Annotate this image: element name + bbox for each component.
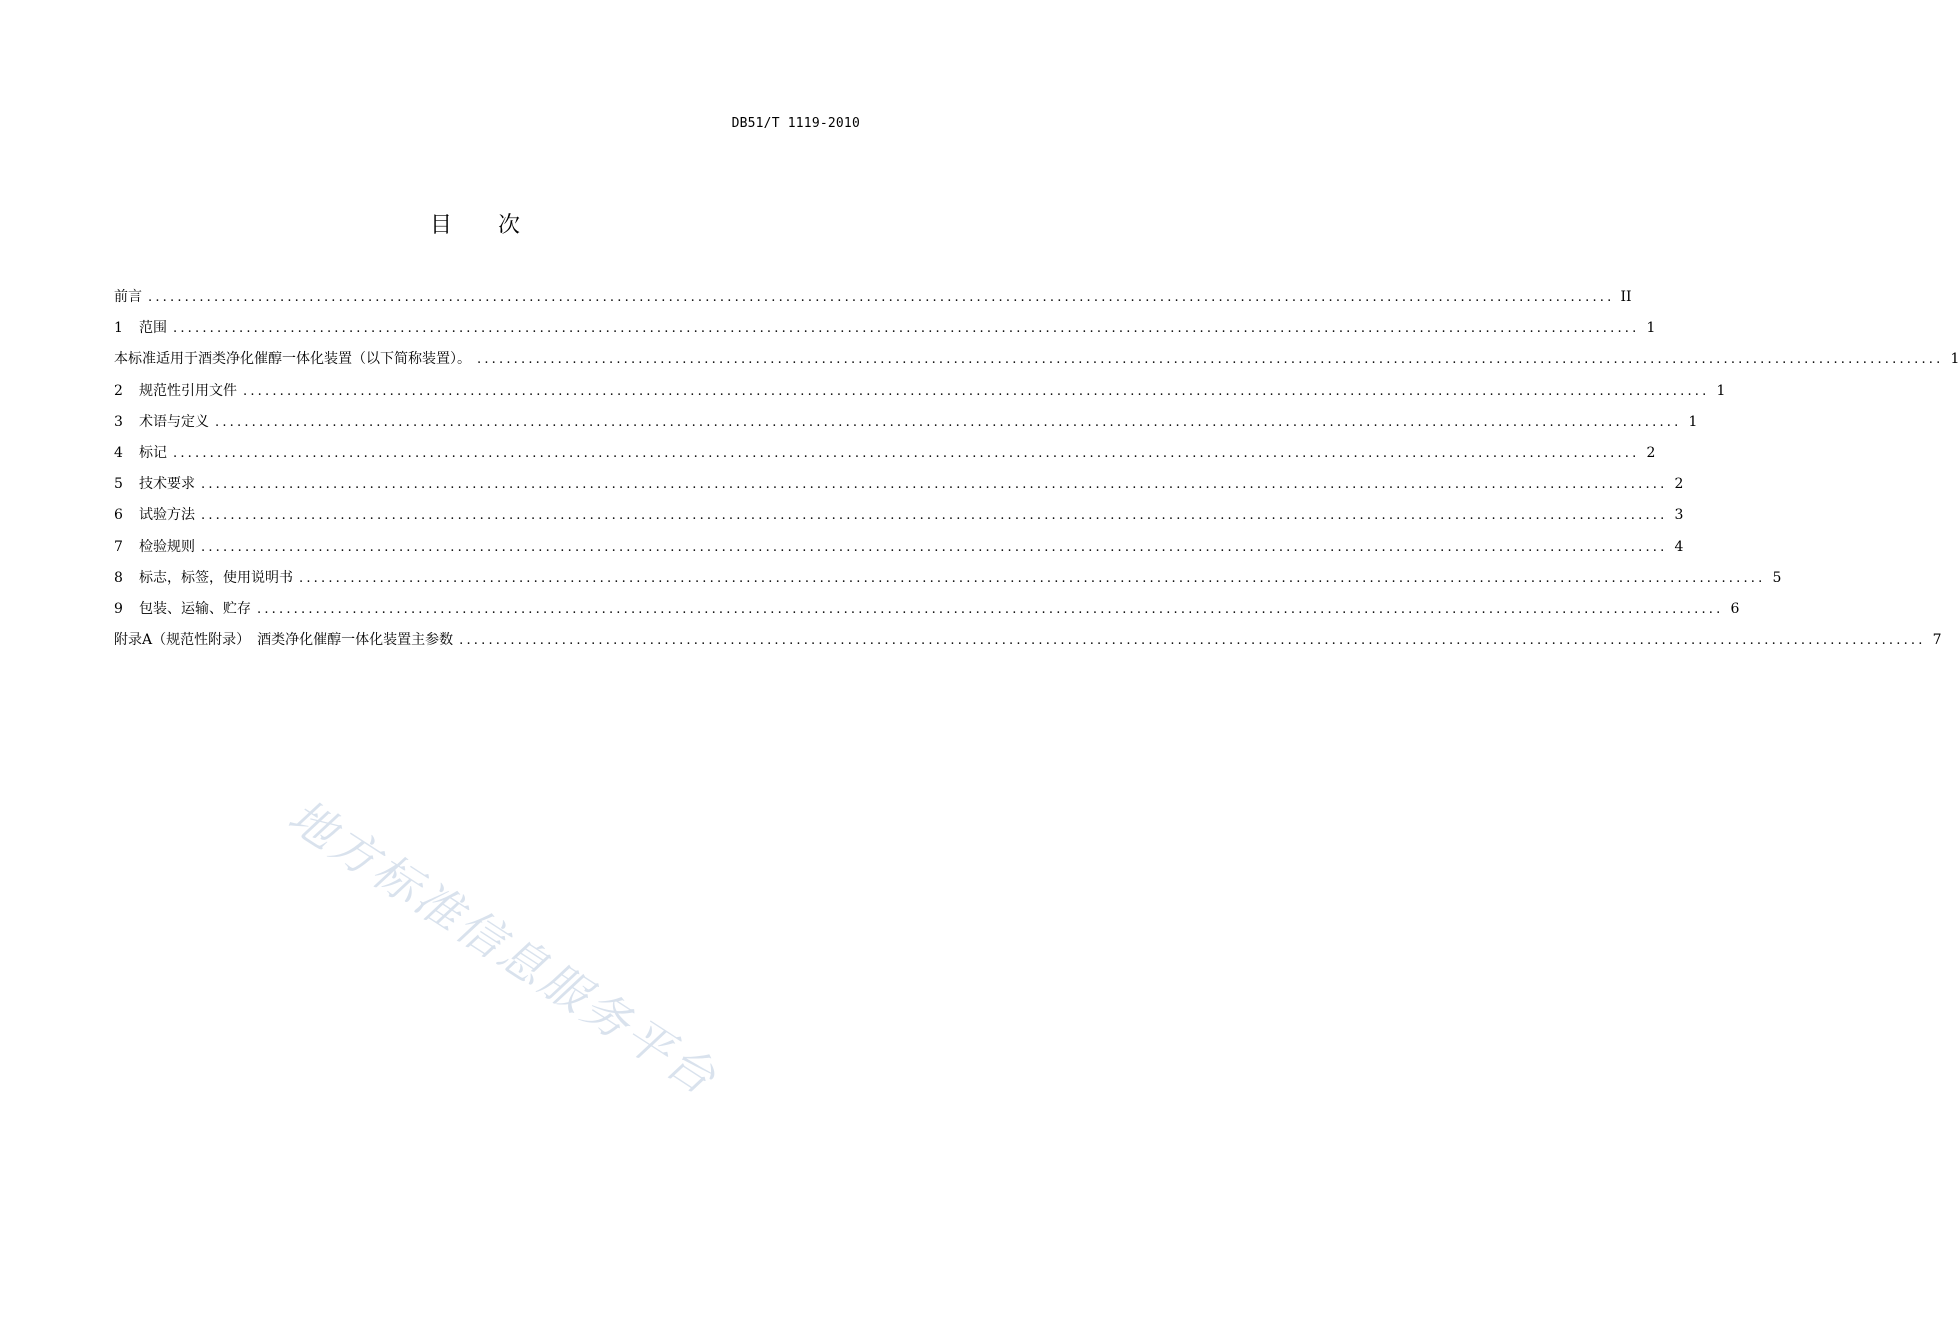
toc-dot-leader: ........................................................................................................................................................................................................ [215, 414, 1682, 430]
page-title-char-2: 次 [498, 213, 521, 238]
toc-entry-number: 6 [114, 507, 123, 524]
document-code: DB51/T 1119-2010 [731, 116, 860, 131]
toc-entry-label [114, 313, 167, 344]
toc-entry-page: 2 [1646, 444, 1656, 461]
toc-entry-label [114, 594, 251, 625]
toc-entry-label [114, 344, 471, 375]
toc-dot-leader: ........................................................................................................................................................................................................ [173, 445, 1640, 461]
toc-dot-leader: ........................................................................................................................................................................................................ [201, 508, 1668, 524]
toc-entry-label [114, 376, 237, 407]
toc-entry-number: 3 [114, 413, 123, 430]
toc-dot-leader: ........................................................................................................................................................................................................ [257, 601, 1724, 617]
toc-dot-leader: ........................................................................................................................................................................................................ [299, 570, 1766, 586]
toc-dot-leader: ........................................................................................................................................................................................................ [459, 633, 1926, 649]
toc-entry[interactable] [114, 469, 1684, 500]
toc-dot-leader: ........................................................................................................................................................................................................ [148, 290, 1615, 305]
toc-entry-label [114, 469, 195, 500]
toc-entry-page: 1 [1688, 413, 1698, 430]
toc-entry-label [114, 625, 453, 656]
toc-entry-page: 1 [1646, 320, 1656, 337]
toc-entry-number: 1 [114, 320, 123, 337]
toc-dot-leader: ........................................................................................................................................................................................................ [201, 477, 1668, 493]
toc-entry-label [114, 532, 195, 563]
toc-entry-text: 检验规则 [139, 538, 195, 555]
toc-entry-label [114, 438, 167, 469]
toc-entry-label [114, 407, 209, 438]
toc-entry-label [114, 500, 195, 531]
toc-entry-page: 1 [1950, 351, 1959, 368]
toc-entry-text: 标记 [139, 444, 167, 461]
table-of-contents [114, 282, 1959, 656]
toc-entry[interactable] [114, 344, 1959, 375]
toc-entry[interactable] [114, 407, 1698, 438]
toc-dot-leader: ........................................................................................................................................................................................................ [243, 383, 1710, 399]
toc-entry-page: 6 [1730, 600, 1740, 617]
toc-dot-leader: ........................................................................................................................................................................................................ [173, 321, 1640, 337]
toc-entry[interactable] [114, 625, 1942, 656]
page-title [0, 208, 950, 239]
toc-entry-number: 4 [114, 444, 123, 461]
toc-entry[interactable] [114, 500, 1684, 531]
toc-entry-label [114, 282, 142, 313]
toc-entry[interactable] [114, 313, 1656, 344]
toc-entry-page: II [1620, 289, 1632, 305]
toc-entry-text: 范围 [139, 320, 167, 337]
page-title-char-1: 目 [429, 213, 452, 238]
toc-entry-text: 术语与定义 [139, 413, 209, 430]
toc-dot-leader: ........................................................................................................................................................................................................ [477, 352, 1944, 368]
toc-entry-label [114, 563, 293, 594]
toc-entry-page: 5 [1772, 569, 1782, 586]
watermark: 地方标准信息服务平台 [278, 788, 728, 1107]
toc-entry-page: 1 [1716, 382, 1726, 399]
toc-entry[interactable] [114, 438, 1656, 469]
toc-entry-text: 包装、运输、贮存 [139, 600, 251, 617]
toc-entry-number: 9 [114, 600, 123, 617]
toc-dot-leader: ........................................................................................................................................................................................................ [201, 539, 1668, 555]
toc-entry-text: 前言 [114, 289, 142, 305]
toc-entry[interactable] [114, 376, 1726, 407]
toc-entry-number: 8 [114, 569, 123, 586]
toc-entry-text: 标志，标签，使用说明书 [139, 569, 293, 586]
toc-entry[interactable] [114, 563, 1782, 594]
toc-entry-number: 7 [114, 538, 123, 555]
toc-entry-number: 5 [114, 476, 123, 493]
toc-entry-text: 本标准适用于酒类净化催醇一体化装置（以下简称装置）。 [114, 351, 471, 368]
toc-entry-text: 试验方法 [139, 507, 195, 524]
toc-entry-page: 3 [1674, 507, 1684, 524]
toc-entry-text: 附录A（规范性附录） 酒类净化催醇一体化装置主参数 [114, 632, 454, 649]
toc-entry-text: 技术要求 [139, 476, 195, 493]
toc-entry-page: 2 [1674, 476, 1684, 493]
toc-entry-text: 规范性引用文件 [139, 382, 237, 399]
toc-entry[interactable] [114, 282, 1632, 313]
toc-entry-page: 4 [1674, 538, 1684, 555]
toc-entry[interactable] [114, 532, 1684, 563]
toc-entry-number: 2 [114, 382, 123, 399]
toc-entry[interactable] [114, 594, 1740, 625]
toc-entry-page: 7 [1932, 632, 1942, 649]
